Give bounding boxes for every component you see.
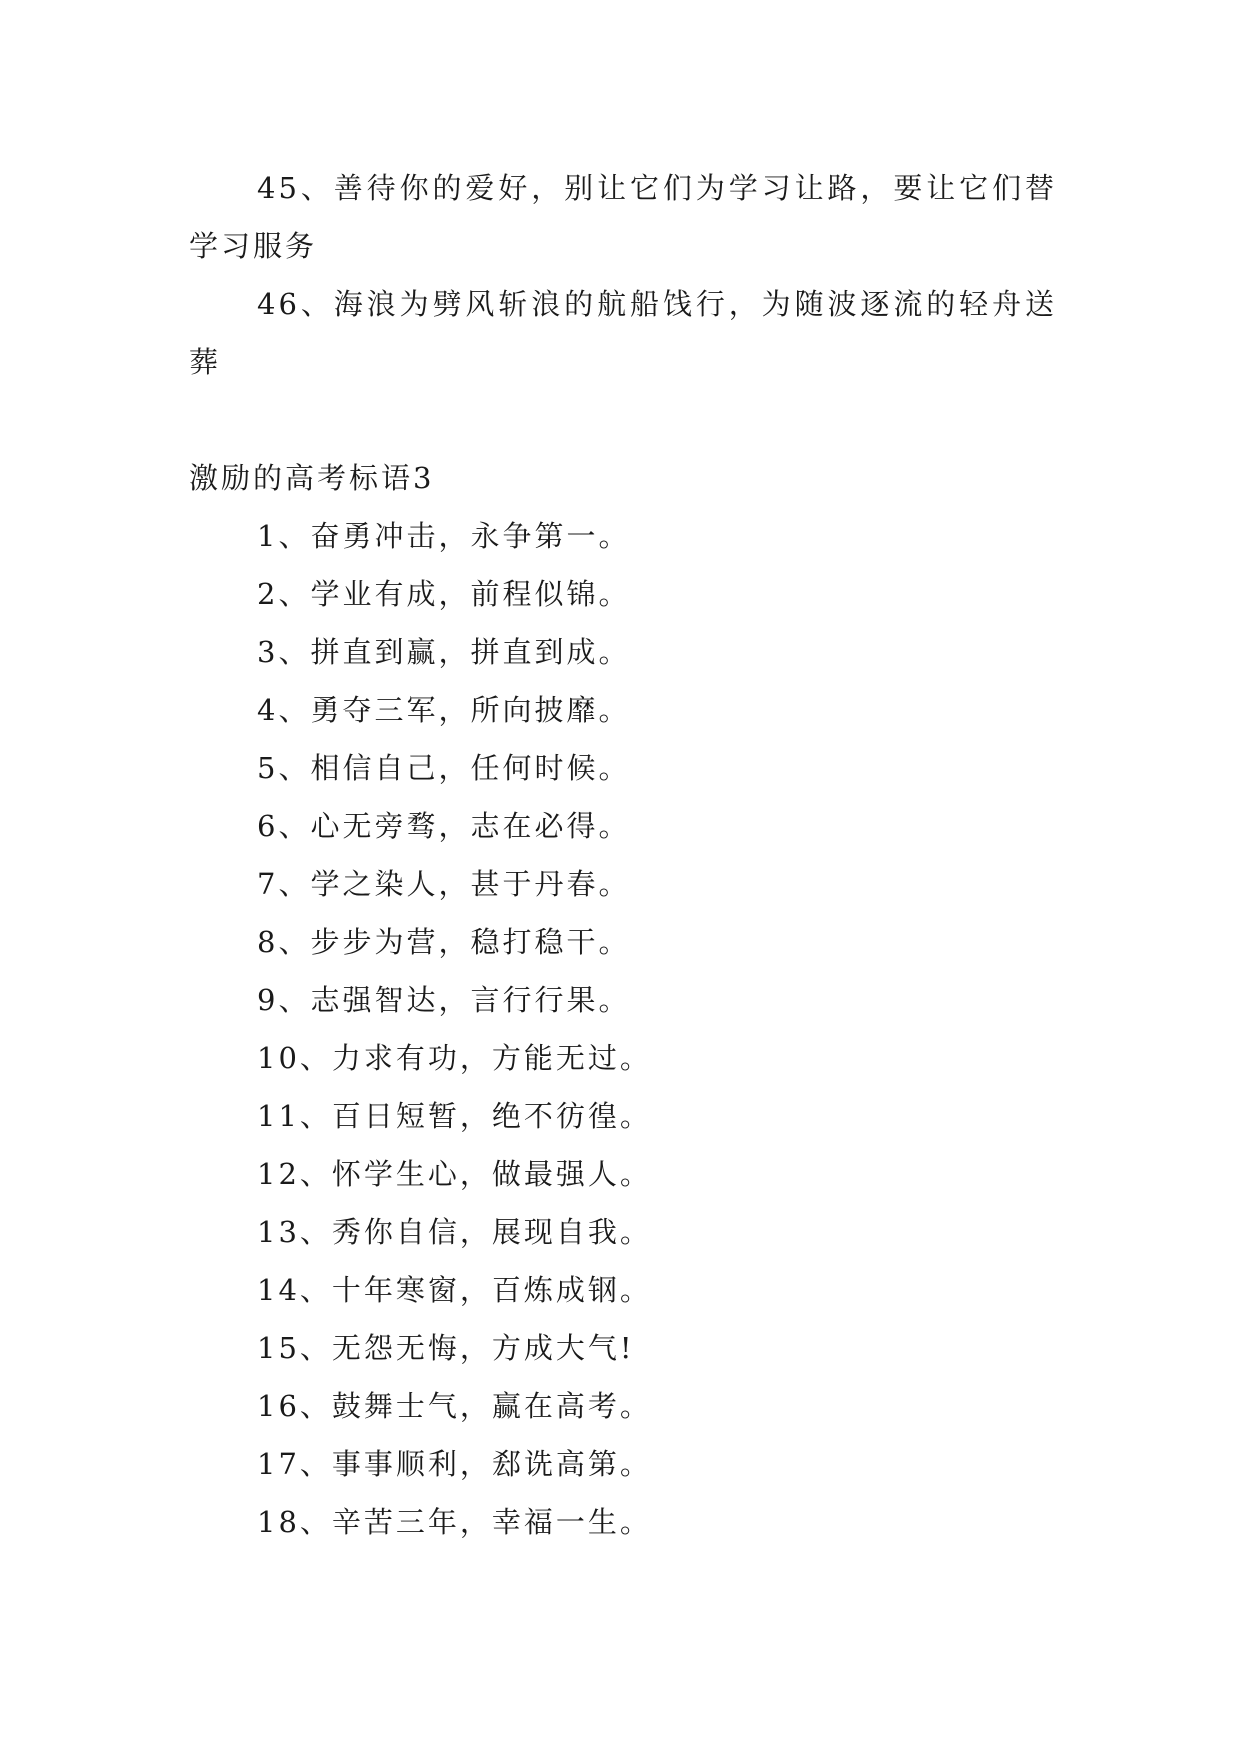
list-item: 11、百日短暂，绝不彷徨。 (257, 1099, 652, 1133)
list-item: 1、奋勇冲击，永争第一。 (257, 519, 631, 553)
list-item: 2、学业有成，前程似锦。 (257, 577, 631, 611)
document-body (189, 159, 1057, 1551)
list-item: 3、拼直到赢，拼直到成。 (257, 635, 631, 669)
list-item: 13、秀你自信，展现自我。 (257, 1215, 652, 1249)
slogan-list (189, 507, 1057, 1551)
section-heading: 激励的高考标语3 (189, 461, 435, 495)
list-item: 18、辛苦三年，幸福一生。 (257, 1505, 652, 1539)
paragraph-46: 46、海浪为劈风斩浪的航船饯行，为随波逐流的轻舟送葬 (189, 287, 1057, 379)
list-item: 5、相信自己，任何时候。 (257, 751, 631, 785)
list-item: 10、力求有功，方能无过。 (257, 1041, 652, 1075)
list-item: 17、事事顺利，郄诜高第。 (257, 1447, 652, 1481)
list-item: 15、无怨无悔，方成大气! (257, 1331, 635, 1365)
list-item: 6、心无旁骛，志在必得。 (257, 809, 631, 843)
blank-line (189, 391, 1057, 449)
list-item: 7、学之染人，甚于丹春。 (257, 867, 631, 901)
list-item: 12、怀学生心，做最强人。 (257, 1157, 652, 1191)
list-item: 9、志强智达，言行行果。 (257, 983, 631, 1017)
list-item: 14、十年寒窗，百炼成钢。 (257, 1273, 652, 1307)
list-item: 16、鼓舞士气，赢在高考。 (257, 1389, 652, 1423)
list-item: 8、步步为营，稳打稳干。 (257, 925, 631, 959)
paragraph-45: 45、善待你的爱好，别让它们为学习让路，要让它们替学习服务 (189, 171, 1057, 263)
list-item: 4、勇夺三军，所向披靡。 (257, 693, 631, 727)
